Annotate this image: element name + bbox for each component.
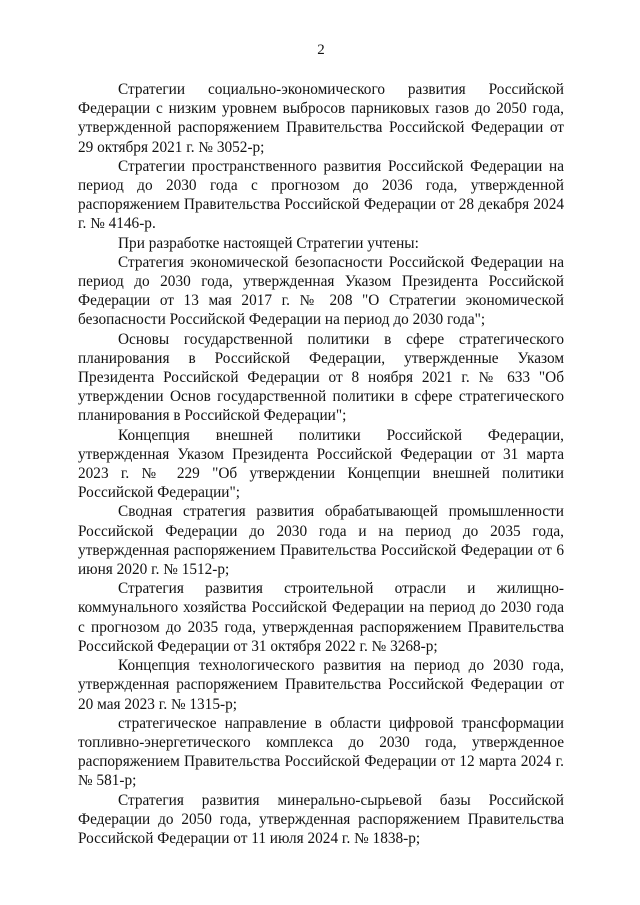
paragraph: При разработке настоящей Стратегии учтены: bbox=[118, 234, 419, 252]
document-page bbox=[78, 40, 564, 848]
paragraph: Стратегии социально-экономического развития Российской Федерации с низким уровнем выбросов парниковых газов до 2050 года, утвержденной распоряжением Правительства Российской Федерации от 29 октября 2021 г. № 3052-р; bbox=[78, 81, 564, 156]
paragraph: Сводная стратегия развития обрабатывающей промышленности Российской Федерации до 2030 года и на период до 2035 года, утвержденная распоряжением Правительства Российской Федерации от 6 июня 2020 г. № 1512-р; bbox=[78, 503, 564, 579]
page-number: 2 bbox=[317, 42, 325, 58]
paragraph: Стратегии пространственного развития Российской Федерации на период до 2030 года с прогнозом до 2036 года, утвержденной распоряжением Правительства Российской Федерации от 28 декабря 2024 г. № 4146-р. bbox=[78, 157, 564, 233]
paragraph: Концепция технологического развития на период до 2030 года, утвержденная распоряжением Правительства Российской Федерации от 20 мая 2023 г. № 1315-р; bbox=[78, 657, 564, 713]
paragraph: Основы государственной политики в сфере стратегического планирования в Российской Федерации, утвержденные Указом Президента Российской Федерации от 8 ноября 2021 г. № 633 "Об утверждении Основ государственной политики в сфере стратегического планирования в Российской Федерации"; bbox=[78, 330, 564, 425]
paragraph: стратегическое направление в области цифровой трансформации топливно-энергетического комплекса до 2030 года, утвержденное распоряжением Правительства Российской Федерации от 12 марта 2024 г. № 581-р; bbox=[78, 714, 564, 790]
paragraph: Концепция внешней политики Российской Федерации, утвержденная Указом Президента Российской Федерации от 31 марта 2023 г. № 229 "Об утверждении Концепции внешней политики Российской Федерации"; bbox=[78, 426, 564, 502]
paragraph: Стратегия развития строительной отрасли и жилищно-коммунального хозяйства Российской Федерации на период до 2030 года с прогнозом до 2035 года, утвержденная распоряжением Правительства Российской Федерации от 31 октября 2022 г. № 3268-р; bbox=[78, 580, 564, 655]
paragraph: Стратегия развития минерально-сырьевой базы Российской Федерации до 2050 года, утвержденная распоряжением Правительства Российской Федерации от 11 июля 2024 г. № 1838-р; bbox=[78, 791, 564, 847]
paragraph: Стратегия экономической безопасности Российской Федерации на период до 2030 года, утвержденная Указом Президента Российской Федерации от 13 мая 2017 г. № 208 "О Стратегии экономической безопасности Российской Федерации на период до 2030 года"; bbox=[78, 253, 564, 329]
